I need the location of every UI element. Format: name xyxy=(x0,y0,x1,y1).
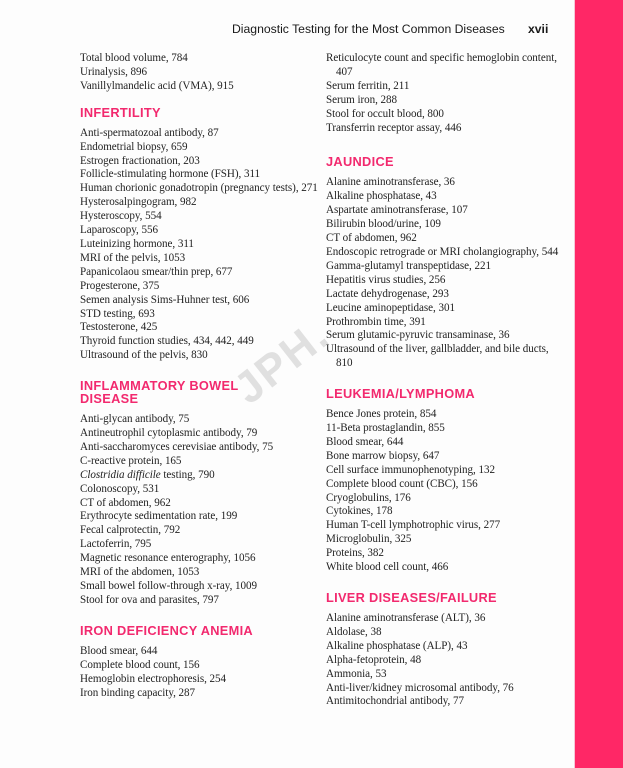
index-entry: Leucine aminopeptidase, 301 xyxy=(326,301,455,314)
section-jaundice xyxy=(326,155,561,371)
index-entry: 11-Beta prostaglandin, 855 xyxy=(326,422,445,435)
index-entry: Gamma-glutamyl transpeptidase, 221 xyxy=(326,259,491,272)
index-entry: Cryoglobulins, 176 xyxy=(326,491,411,504)
index-entry: Antimitochondrial antibody, 77 xyxy=(326,695,464,708)
index-entry: Serum iron, 288 xyxy=(326,93,398,106)
index-entry: Lactate dehydrogenase, 293 xyxy=(326,287,449,300)
index-entry: Magnetic resonance enterography, 1056 xyxy=(80,552,256,565)
index-entry: Anti-saccharomyces cerevisiae antibody, 75 xyxy=(80,440,274,453)
index-entry: Stool for occult blood, 800 xyxy=(326,107,444,120)
index-entry: Progesterone, 375 xyxy=(80,279,160,292)
index-entry: Testosterone, 425 xyxy=(80,321,158,334)
organism-name: Clostridia difficile xyxy=(80,468,161,481)
index-entry: Aspartate aminotransferase, 107 xyxy=(326,204,468,217)
index-entry: Stool for ova and parasites, 797 xyxy=(80,593,219,606)
index-entry: Hemoglobin electrophoresis, 254 xyxy=(80,672,227,685)
index-entry: Reticulocyte count and specific hemoglobin content, 407 xyxy=(326,52,557,78)
section-edge-tab xyxy=(575,0,623,768)
index-entry: Fecal calprotectin, 792 xyxy=(80,524,181,537)
page-number: xvii xyxy=(528,22,549,36)
index-entry: Lactoferrin, 795 xyxy=(80,538,152,551)
watermark: JPH. xyxy=(225,309,339,414)
index-entry: Endoscopic retrograde or MRI cholangiography, 544 xyxy=(326,245,559,258)
index-entry: Transferrin receptor assay, 446 xyxy=(326,121,462,134)
index-entry: Aldolase, 38 xyxy=(326,625,382,638)
index-entry: Proteins, 382 xyxy=(326,547,384,560)
index-entry: Hysterosalpingogram, 982 xyxy=(80,196,197,209)
index-entry: MRI of the abdomen, 1053 xyxy=(80,566,200,579)
section-liver-diseases-failure xyxy=(326,591,561,709)
index-entry: Human chorionic gonadotropin (pregnancy tests), 271 xyxy=(80,182,318,195)
index-entry: White blood cell count, 466 xyxy=(326,561,449,574)
section-heading: LIVER DISEASES/FAILURE xyxy=(326,590,497,605)
index-entry: Hysteroscopy, 554 xyxy=(80,210,162,223)
left-column xyxy=(80,52,320,700)
index-entry: Thyroid function studies, 434, 442, 449 xyxy=(80,335,254,348)
index-entry: Cell surface immunophenotyping, 132 xyxy=(326,463,495,476)
index-entry: Alanine aminotransferase (ALT), 36 xyxy=(326,612,486,624)
index-entry: Hepatitis virus studies, 256 xyxy=(326,273,446,286)
index-entry: Luteinizing hormone, 311 xyxy=(80,237,194,250)
index-entry: Antineutrophil cytoplasmic antibody, 79 xyxy=(80,427,258,440)
section-iron-deficiency-anemia xyxy=(80,624,320,701)
index-entry: Alanine aminotransferase, 36 xyxy=(326,176,455,189)
section-heading: INFERTILITY xyxy=(80,104,161,120)
index-entry: Serum glutamic-pyruvic transaminase, 36 xyxy=(326,329,510,342)
running-head-title: Diagnostic Testing for the Most Common Diseases xyxy=(232,22,505,36)
index-entry: Anti-liver/kidney microsomal antibody, 76 xyxy=(326,681,514,694)
index-entry: Complete blood count (CBC), 156 xyxy=(326,477,478,490)
section-inflammatory-bowel-disease xyxy=(80,379,320,608)
index-entry: C-reactive protein, 165 xyxy=(80,454,182,467)
section-infertility xyxy=(80,106,320,363)
index-entry: Semen analysis Sims-Huhner test, 606 xyxy=(80,293,250,306)
index-entry: Erythrocyte sedimentation rate, 199 xyxy=(80,510,238,523)
index-entry: Cytokines, 178 xyxy=(326,505,393,518)
index-entry: Ultrasound of the pelvis, 830 xyxy=(80,349,208,362)
index-entry: Bence Jones protein, 854 xyxy=(326,408,437,421)
index-entry: Ultrasound of the liver, gallbladder, and bile ducts, 810 xyxy=(326,343,549,370)
index-entry: Microglobulin, 325 xyxy=(326,533,412,546)
index-entry: Colonoscopy, 531 xyxy=(80,482,160,495)
section-heading: JAUNDICE xyxy=(326,154,394,170)
index-entry: Prothrombin time, 391 xyxy=(326,315,426,328)
right-column xyxy=(326,52,561,709)
index-entry: Human T-cell lymphotrophic virus, 277 xyxy=(326,519,501,532)
index-entry-clostridia: Clostridia difficile testing, 790 xyxy=(80,468,215,481)
index-entry: Papanicolaou smear/thin prep, 677 xyxy=(80,265,233,278)
index-entry: Total blood volume, 784 xyxy=(80,52,188,64)
index-entry: Alkaline phosphatase (ALP), 43 xyxy=(326,639,468,652)
index-entry: Blood smear, 644 xyxy=(326,435,404,448)
index-entry: Follicle-stimulating hormone (FSH), 311 xyxy=(80,168,261,181)
index-entry: CT of abdomen, 962 xyxy=(326,232,417,245)
section-leukemia-lymphoma xyxy=(326,387,561,575)
index-entry: MRI of the pelvis, 1053 xyxy=(80,251,186,264)
index-entry: Complete blood count, 156 xyxy=(80,658,200,671)
index-entry: Alkaline phosphatase, 43 xyxy=(326,190,437,203)
index-entry: Alpha-fetoprotein, 48 xyxy=(326,653,422,666)
index-entry: Iron binding capacity, 287 xyxy=(80,686,196,699)
continued-entries xyxy=(326,52,561,135)
index-entry: CT of abdomen, 962 xyxy=(80,496,171,509)
index-entry: Urinalysis, 896 xyxy=(80,65,148,78)
index-entry: Estrogen fractionation, 203 xyxy=(80,154,200,167)
index-entry: Anti-glycan antibody, 75 xyxy=(80,413,190,426)
index-entry: Vanillylmandelic acid (VMA), 915 xyxy=(80,79,234,92)
section-heading: LEUKEMIA/LYMPHOMA xyxy=(326,386,475,402)
continued-entries xyxy=(80,52,320,94)
index-entry: Anti-spermatozoal antibody, 87 xyxy=(80,126,219,139)
section-heading: INFLAMMATORY BOWEL DISEASE xyxy=(80,378,239,407)
section-heading: IRON DEFICIENCY ANEMIA xyxy=(80,622,253,638)
index-entry: Serum ferritin, 211 xyxy=(326,79,410,92)
index-entry: Ammonia, 53 xyxy=(326,667,387,680)
index-entry: Laparoscopy, 556 xyxy=(80,224,158,237)
index-entry: Bilirubin blood/urine, 109 xyxy=(326,218,441,231)
index-entry: STD testing, 693 xyxy=(80,307,155,320)
index-entry: Small bowel follow-through x-ray, 1009 xyxy=(80,580,258,592)
index-entry: Endometrial biopsy, 659 xyxy=(80,140,188,153)
index-entry: Blood smear, 644 xyxy=(80,644,158,657)
index-entry: Bone marrow biopsy, 647 xyxy=(326,449,440,462)
